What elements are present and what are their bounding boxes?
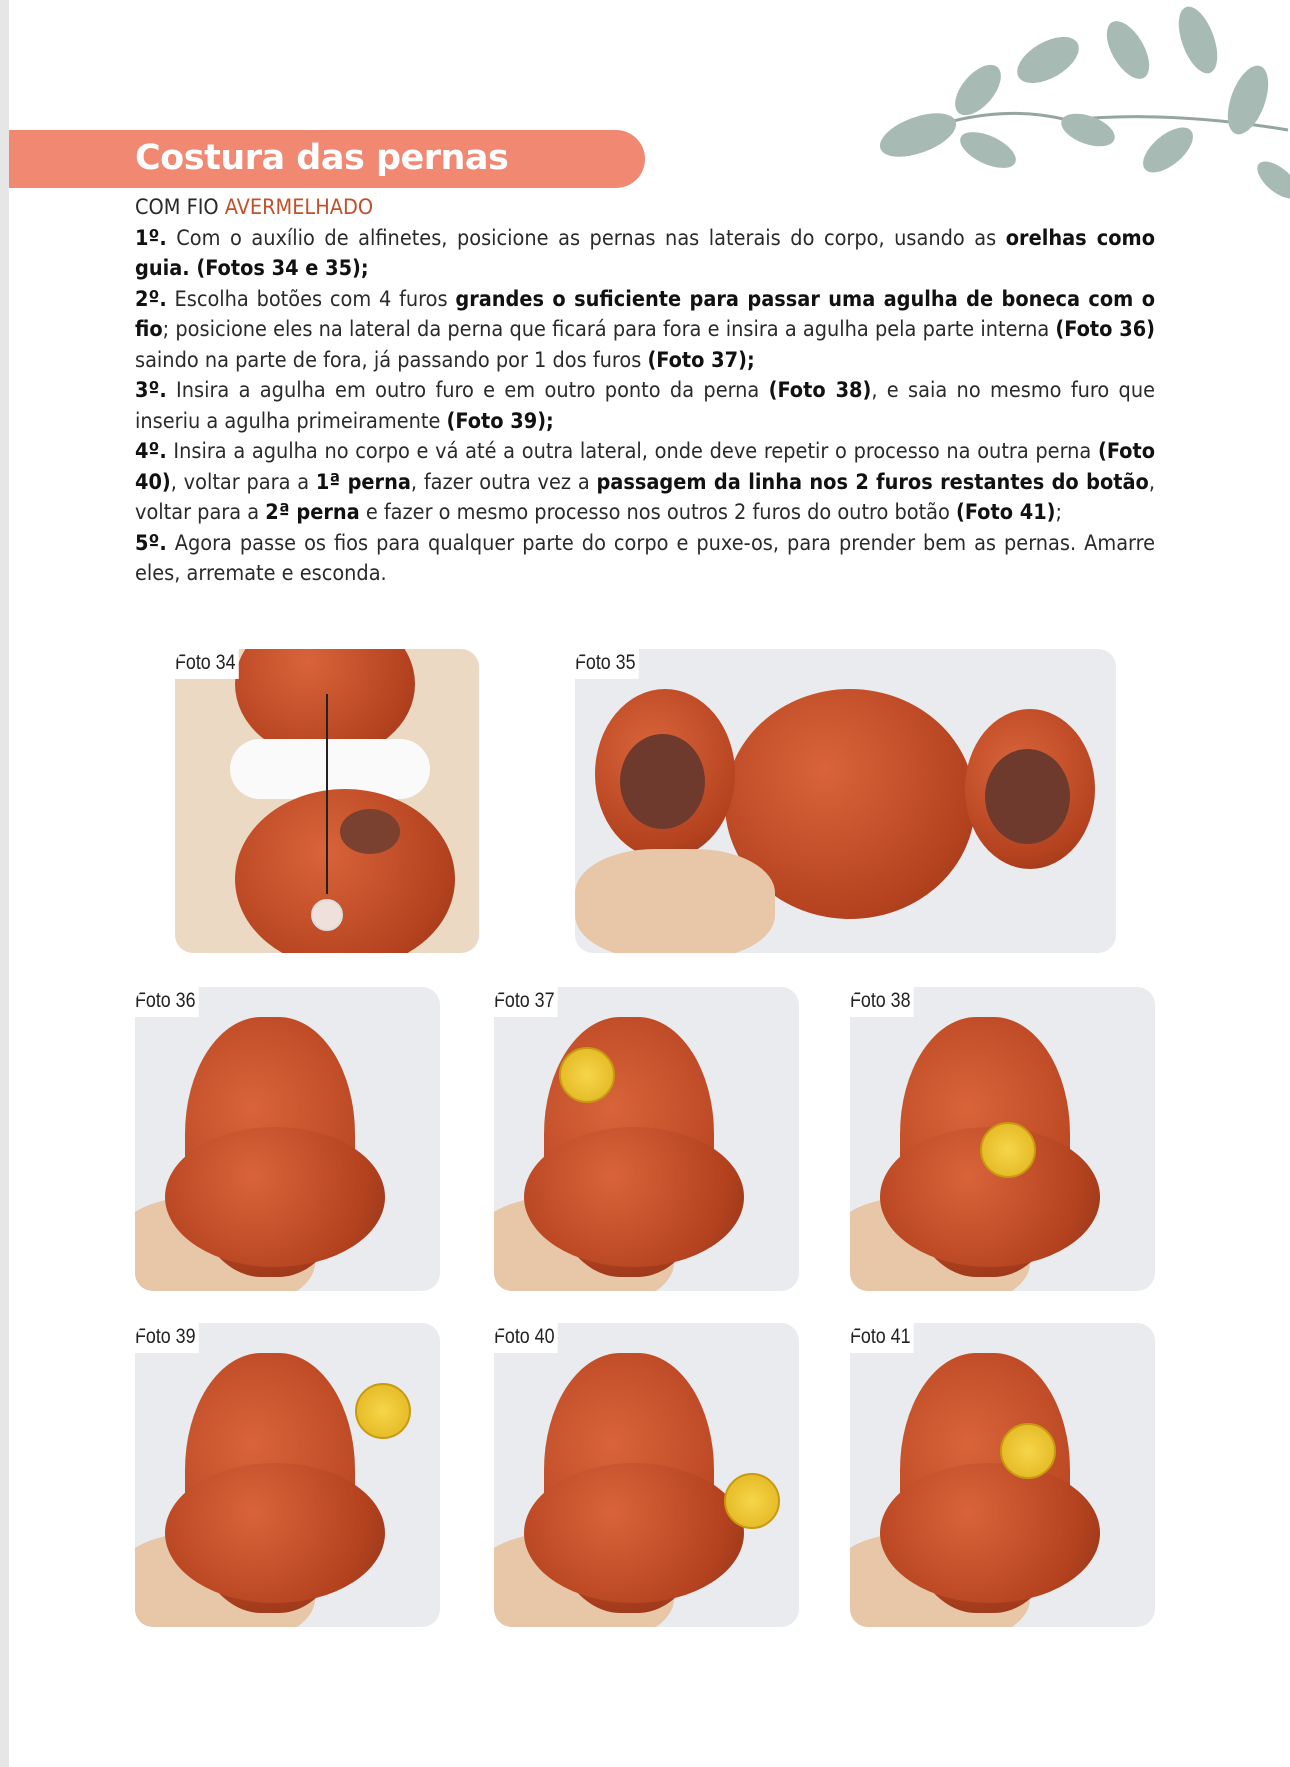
- bold-text: (Foto 36): [1055, 317, 1155, 342]
- step-2: 2º. Escolha botões com 4 furos grandes o suficiente para passar uma agulha de boneca com o fio; posicione eles na lateral da perna que ficará para fora e insira a agulha pela parte interna (Foto 36) saindo na parte de fora, já passando por 1 dos furos (Foto 37);: [135, 286, 1156, 373]
- bold-text: orelhas como guia. (Fotos 34 e 35);: [135, 225, 1155, 281]
- bold-text: grandes o suficiente para passar uma agulha de boneca com o fio: [135, 286, 1156, 342]
- photo-40: [494, 1323, 799, 1627]
- bold-text: 1ª perna: [315, 469, 411, 495]
- photo-38: [850, 987, 1155, 1291]
- photo-label: Foto 36: [135, 987, 199, 1017]
- step-number: 3º.: [135, 378, 167, 403]
- step-number: 5º.: [135, 530, 167, 556]
- eucalyptus-decoration-icon: [868, 0, 1290, 214]
- step-1: 1º. Com o auxílio de alfinetes, posicione as pernas nas laterais do corpo, usando as orelhas como guia. (Fotos 34 e 35);: [135, 225, 1155, 281]
- bold-text: passagem da linha nos 2 furos restantes do botão: [596, 469, 1149, 495]
- photo-label: Foto 41: [850, 1323, 914, 1353]
- instructions: [135, 193, 1155, 590]
- photo-36: [135, 987, 440, 1291]
- yarn-color: AVERMELHADO: [224, 195, 374, 220]
- step-4: 4º. Insira a agulha no corpo e vá até a outra lateral, onde deve repetir o processo na outra perna (Foto 40), voltar para a 1ª perna, fazer outra vez a passagem da linha nos 2 furos restantes do botão, voltar para a 2ª perna e fazer o mesmo processo nos outros 2 furos do outro botão (Foto 41);: [135, 439, 1155, 525]
- yarn-subtitle: COM FIO AVERMELHADO: [135, 195, 374, 220]
- photo-label: Foto 37: [494, 987, 558, 1017]
- bold-text: 2ª perna: [265, 500, 360, 525]
- steps-list: [135, 224, 1155, 590]
- page-edge: [0, 0, 9, 1767]
- bold-text: (Foto 37);: [647, 347, 755, 373]
- photo-label: Foto 38: [850, 987, 914, 1017]
- step-number: 2º.: [135, 286, 167, 312]
- bold-text: (Foto 40): [135, 439, 1155, 495]
- section-title: Costura das pernas: [135, 138, 509, 178]
- bold-text: (Foto 39);: [446, 408, 554, 434]
- photo-label: Foto 40: [494, 1323, 558, 1353]
- section-banner: [9, 130, 645, 188]
- bold-text: (Foto 41): [956, 500, 1056, 525]
- photo-34: Foto 34: [175, 649, 479, 953]
- bold-text: (Foto 38): [768, 378, 872, 403]
- step-5: 5º. Agora passe os fios para qualquer parte do corpo e puxe-os, para prender bem as pernas. Amarre eles, arremate e esconda.: [135, 530, 1155, 586]
- photo-35: Foto 35: [575, 649, 1116, 953]
- photo-39: [135, 1323, 440, 1627]
- step-number: 4º.: [135, 439, 167, 464]
- photo-37: [494, 987, 799, 1291]
- photo-41: [850, 1323, 1155, 1627]
- step-3: 3º. Insira a agulha em outro furo e em outro ponto da perna (Foto 38), e saia no mesmo furo que inseriu a agulha primeiramente (Foto 39);: [135, 378, 1155, 434]
- photo-label: Foto 39: [135, 1323, 199, 1353]
- step-number: 1º.: [135, 225, 167, 251]
